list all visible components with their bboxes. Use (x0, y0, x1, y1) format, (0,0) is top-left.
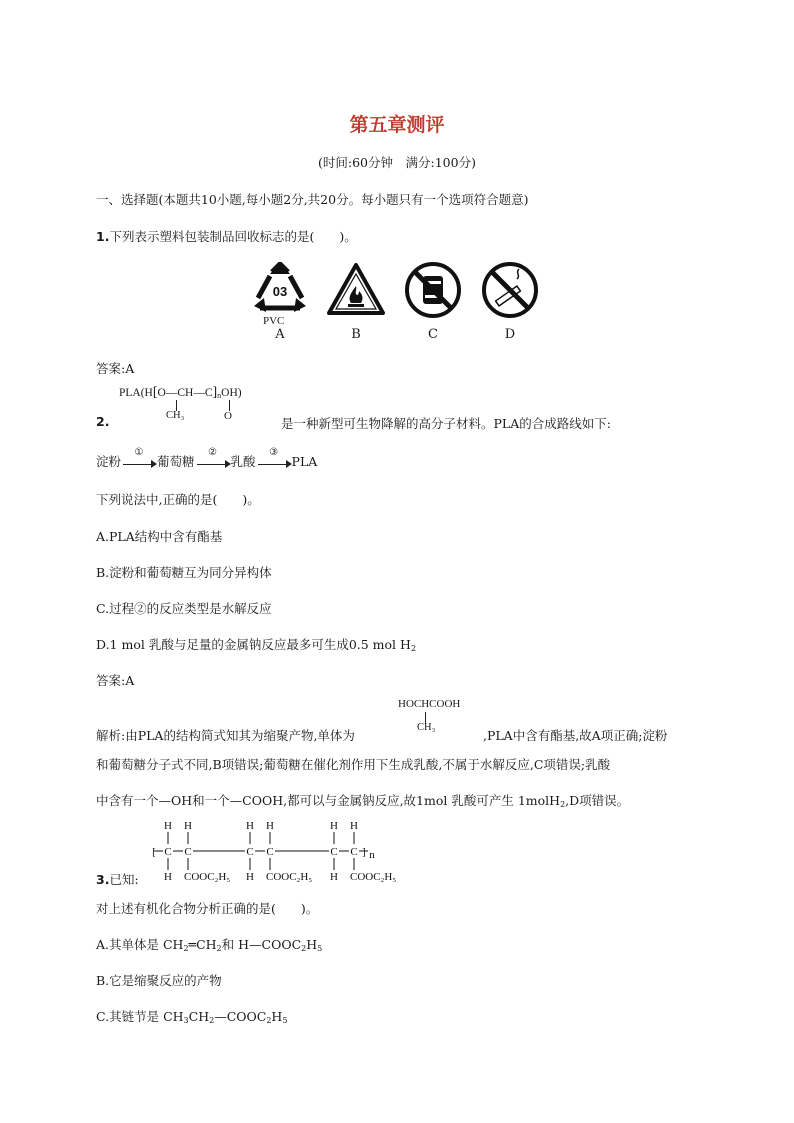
question-stem: 是一种新型可生物降解的高分子材料。PLA的合成路线如下: (281, 416, 611, 431)
flammable-warning-icon (326, 262, 386, 316)
polymer-substituent: COOC₂H₅ (266, 871, 313, 883)
pla-formula: $PLA(H[O—CH—C]_nOH)$ (119, 385, 242, 400)
option-label-b: B (351, 327, 361, 342)
page-title: 第五章测评 (349, 114, 445, 136)
recycle-text: PVC (263, 315, 285, 327)
question-number: 2. (96, 414, 110, 429)
polymer-substituent: H (246, 871, 254, 883)
no-smoking-icon (481, 261, 539, 319)
option-c: C.其链节是 $CH_3CH_2—COOC_2H_5$ (96, 1009, 288, 1025)
option-b: B.它是缩聚反应的产物 (96, 973, 222, 988)
option-label-c: C (428, 327, 438, 342)
polymer-substituent: H (330, 871, 338, 883)
option-b: B.淀粉和葡萄糖互为同分异构体 (96, 565, 272, 580)
option-c: C.过程②的反应类型是水解反应 (96, 601, 272, 616)
analysis-line-1a: 解析:由PLA的结构简式知其为缩聚产物,单体为 (96, 728, 355, 743)
polymer-substituent: H (164, 871, 172, 883)
polymer-top-atom: H (184, 820, 192, 832)
analysis-line-2: 和葡萄糖分子式不同,B项错误;葡萄糖在催化剂作用下生成乳酸,不属于水解反应,C项错误;乳酸 (96, 757, 611, 772)
monomer-methyl: CH₃ (417, 722, 436, 733)
prohibited-container-icon (404, 261, 462, 319)
polymer-top-atom: H (330, 820, 338, 832)
polymer-backbone-carbon: C (184, 846, 192, 858)
polymer-bracket-right: ] (362, 846, 366, 858)
polymer-substituent: COOC₂H₅ (184, 871, 231, 883)
polymer-backbone-carbon: C (350, 846, 358, 858)
option-d: D.1 mol 乳酸与足量的金属钠反应最多可生成0.5 mol $H_2$ (96, 637, 417, 653)
polymer-degree: n (369, 849, 375, 861)
answer-1: 答案:A (96, 361, 135, 376)
answer-2: 答案:A (96, 673, 135, 688)
synthesis-route: 淀粉 ① 葡萄糖 ② 乳酸 ③ PLA (96, 446, 318, 469)
question-stem: 已知: (109, 872, 139, 887)
question-number: 3. (96, 872, 110, 887)
monomer-formula: HOCHCOOH (398, 698, 461, 710)
polymer-substituent: COOC₂H₅ (350, 871, 397, 883)
exam-info: (时间:60分钟 满分:100分) (318, 155, 476, 170)
polymer-top-atom: H (246, 820, 254, 832)
analysis-line-1b: ,PLA中含有酯基,故A项正确;淀粉 (483, 728, 668, 743)
recycle-code: 03 (272, 284, 288, 299)
question-stem: 下列表示塑料包装制品回收标志的是( )。 (109, 229, 357, 244)
polymer-backbone-carbon: C (164, 846, 172, 858)
polymer-structure (150, 818, 420, 886)
polymer-top-atom: H (266, 820, 274, 832)
question-number: 1. (96, 229, 110, 244)
question-prompt: 对上述有机化合物分析正确的是( )。 (96, 901, 319, 916)
question-prompt: 下列说法中,正确的是( )。 (96, 492, 260, 507)
option-a: A.PLA结构中含有酯基 (96, 529, 223, 544)
pla-methyl: CH₃ (166, 410, 185, 421)
polymer-bracket-left: [ (152, 846, 156, 858)
question-3 (96, 870, 139, 888)
pla-carbonyl-o: O (224, 410, 232, 422)
question-1 (96, 227, 357, 245)
polymer-backbone-carbon: C (246, 846, 254, 858)
polymer-backbone-carbon: C (330, 846, 338, 858)
recycle-icon (250, 262, 310, 320)
option-label-a: A (275, 327, 285, 342)
polymer-backbone-carbon: C (266, 846, 274, 858)
polymer-top-atom: H (350, 820, 358, 832)
section-heading: 一、选择题(本题共10小题,每小题2分,共20分。每小题只有一个选项符合题意) (96, 192, 529, 207)
option-a: A.其单体是 $CH_2═CH_2$和 $H—COOC_2H_5$ (96, 937, 323, 953)
polymer-top-atom: H (164, 820, 172, 832)
analysis-line-3: 中含有一个—OH和一个—COOH,都可以与金属钠反应,故1mol 乳酸可产生 1molH$_2$,D项错误。 (96, 793, 630, 809)
option-label-d: D (504, 327, 516, 342)
